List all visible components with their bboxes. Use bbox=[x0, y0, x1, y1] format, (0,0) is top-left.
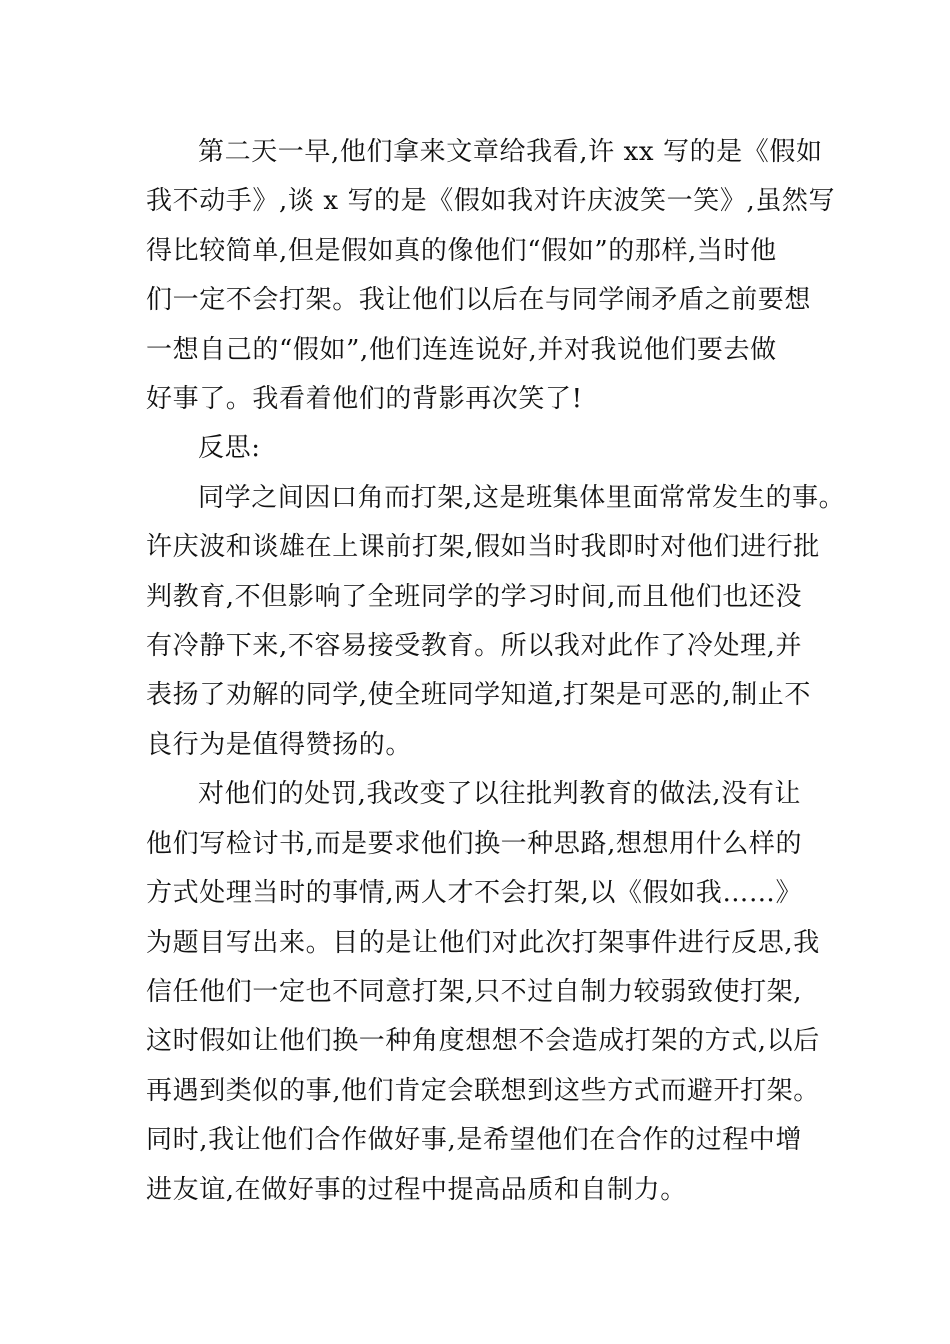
paragraph-2 bbox=[146, 474, 846, 770]
paragraph-line: 第二天一早,他们拿来文章给我看,许 xx 写的是《假如 bbox=[198, 137, 823, 167]
paragraph-line: 得比较简单,但是假如真的像他们“假如”的那样,当时他 bbox=[146, 235, 777, 266]
paragraph-line: 许庆波和谈雄在上课前打架,假如当时我即时对他们进行批 bbox=[146, 532, 820, 563]
paragraph-1 bbox=[146, 128, 836, 424]
paragraph-line: 信任他们一定也不同意打架,只不过自制力较弱致使打架, bbox=[146, 976, 803, 1007]
paragraph-line: 这时假如让他们换一种角度想想不会造成打架的方式,以后 bbox=[146, 1026, 820, 1057]
paragraph-line: 一想自己的“假如”,他们连连说好,并对我说他们要去做 bbox=[146, 334, 777, 365]
paragraph-line: 方式处理当时的事情,两人才不会打架,以《假如我……》 bbox=[146, 878, 803, 909]
paragraph-3 bbox=[146, 770, 826, 1215]
paragraph-line: 有冷静下来,不容易接受教育。所以我对此作了冷处理,并 bbox=[146, 631, 803, 662]
heading-text: 反思: bbox=[198, 433, 261, 464]
paragraph-line: 同学之间因口角而打架,这是班集体里面常常发生的事。 bbox=[198, 482, 846, 513]
paragraph-line: 进友谊,在做好事的过程中提高品质和自制力。 bbox=[146, 1174, 687, 1205]
section-heading-reflection bbox=[146, 424, 826, 473]
paragraph-line: 对他们的处罚,我改变了以往批判教育的做法,没有让 bbox=[198, 779, 801, 810]
paragraph-line: 同时,我让他们合作做好事,是希望他们在合作的过程中增 bbox=[146, 1125, 803, 1156]
paragraph-line: 们一定不会打架。我让他们以后在与同学闹矛盾之前要想 bbox=[146, 285, 812, 316]
paragraph-line: 良行为是值得赞扬的。 bbox=[146, 729, 413, 760]
paragraph-line: 再遇到类似的事,他们肯定会联想到这些方式而避开打架。 bbox=[146, 1075, 820, 1106]
paragraph-line: 判教育,不但影响了全班同学的学习时间,而且他们也还没 bbox=[146, 581, 803, 612]
document-body bbox=[146, 128, 846, 1215]
paragraph-line: 表扬了劝解的同学,使全班同学知道,打架是可恶的,制止不 bbox=[146, 680, 811, 711]
paragraph-line: 我不动手》,谈 x 写的是《假如我对许庆波笑一笑》,虽然写 bbox=[146, 186, 836, 217]
paragraph-line: 好事了。我看着他们的背影再次笑了! bbox=[146, 384, 583, 415]
paragraph-line: 为题目写出来。目的是让他们对此次打架事件进行反思,我 bbox=[146, 927, 820, 958]
paragraph-line: 他们写检讨书,而是要求他们换一种思路,想想用什么样的 bbox=[146, 828, 803, 859]
